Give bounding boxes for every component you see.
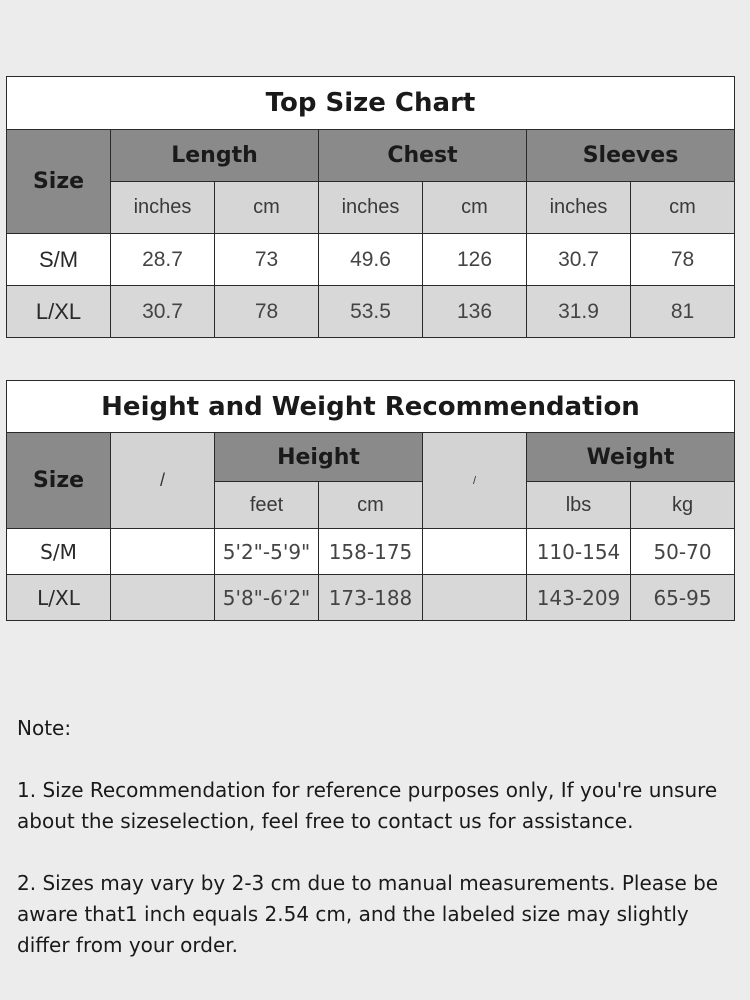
weight-lbs-cell: 143-209 [527,575,631,621]
weight-kg-cell: 65-95 [631,575,735,621]
sleeves-inches-cell: 30.7 [527,234,631,286]
size-chart-title: Top Size Chart [7,77,735,130]
sleeves-cm-unit: cm [631,182,735,234]
height-feet-cell: 5'8"-6'2" [215,575,319,621]
size-cell: L/XL [7,575,111,621]
table-row [7,286,735,338]
size-cell: S/M [7,529,111,575]
weight-kg-unit: kg [631,482,735,529]
size-cell: L/XL [7,286,111,338]
sleeves-cm-cell: 81 [631,286,735,338]
notes-heading: Note: [17,716,72,740]
table-row [7,234,735,286]
chest-cm-cell: 126 [423,234,527,286]
notes-section [17,713,737,992]
size-column-header: Size [7,130,111,234]
weight-lbs-unit: lbs [527,482,631,529]
blank-cell [111,529,215,575]
sleeves-header: Sleeves [527,130,735,182]
length-inches-cell: 30.7 [111,286,215,338]
height-feet-unit: feet [215,482,319,529]
weight-lbs-cell: 110-154 [527,529,631,575]
weight-header: Weight [527,433,735,482]
chest-inches-cell: 53.5 [319,286,423,338]
note-item: 2. Sizes may vary by 2-3 cm due to manual measurements. Please be aware that1 inch equals 2.54 cm, and the labeled size may slightly differ from your order. [17,871,719,957]
length-cm-cell: 73 [215,234,319,286]
height-weight-table [6,380,735,621]
length-inches-unit: inches [111,182,215,234]
chest-cm-unit: cm [423,182,527,234]
blank-cell [423,575,527,621]
weight-kg-cell: 50-70 [631,529,735,575]
height-cm-cell: 173-188 [319,575,423,621]
table-row [7,529,735,575]
sleeves-inches-cell: 31.9 [527,286,631,338]
height-header: Height [215,433,423,482]
blank-cell [423,529,527,575]
recommendation-title: Height and Weight Recommendation [7,381,735,433]
chest-inches-unit: inches [319,182,423,234]
size-chart-table [6,76,735,338]
length-cm-cell: 78 [215,286,319,338]
height-feet-cell: 5'2"-5'9" [215,529,319,575]
sleeves-cm-cell: 78 [631,234,735,286]
blank-column-1: / [111,433,215,529]
size-cell: S/M [7,234,111,286]
length-cm-unit: cm [215,182,319,234]
table-row [7,575,735,621]
note-item: 1. Size Recommendation for reference purposes only, If you're unsure about the sizeselection, feel free to contact us for assistance. [17,778,718,833]
chest-inches-cell: 49.6 [319,234,423,286]
length-header: Length [111,130,319,182]
height-cm-cell: 158-175 [319,529,423,575]
size-column-header: Size [7,433,111,529]
height-cm-unit: cm [319,482,423,529]
chest-cm-cell: 136 [423,286,527,338]
length-inches-cell: 28.7 [111,234,215,286]
sleeves-inches-unit: inches [527,182,631,234]
blank-cell [111,575,215,621]
blank-column-2: / [423,433,527,529]
chest-header: Chest [319,130,527,182]
